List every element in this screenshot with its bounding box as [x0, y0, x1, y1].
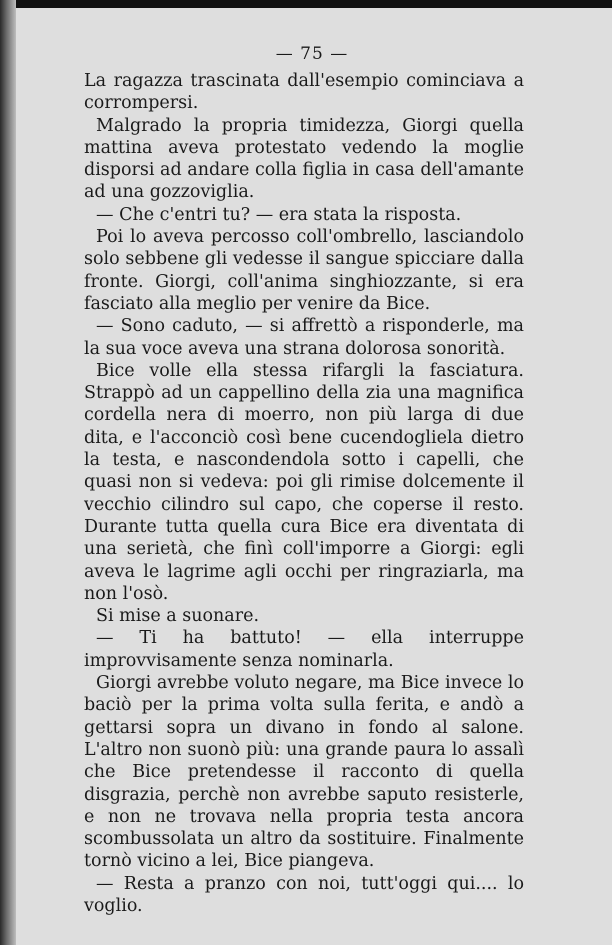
scan-binding-shadow — [0, 0, 16, 945]
paragraph: — Resta a pranzo con noi, tutt'oggi qui.... lo voglio. — [84, 873, 524, 916]
paragraph: Poi lo aveva percosso coll'ombrello, lasciandolo solo sebbene gli vedesse il sangue spicciare dalla fronte. Giorgi, coll'anima singhiozzante, si era fasciato alla meglio per venire da Bice. — [84, 227, 524, 314]
page-number: — 75 — — [275, 44, 349, 64]
paragraph: Bice volle ella stessa rifargli la fasciatura. Strappò ad un cappellino della zia una magnifica cordella nera di moerro, non più larga di due dita, e l'acconciò così bene cucendogliela dietro la testa, e nascondendola sotto i capelli, che quasi non si vedeva: poi gli rimise dolcemente il vecchio cilindro sul capo, che coperse il resto. Durante tutta quella cura Bice era diventata di una serietà, che finì coll'imporre a Giorgi: egli aveva le lagrime agli occhi per ringraziarla, ma non l'osò. — [84, 360, 524, 604]
paragraph: La ragazza trascinata dall'esempio cominciava a corrompersi. — [84, 71, 524, 114]
paragraph: — Sono caduto, — si affrettò a risponderle, ma la sua voce aveva una strana dolorosa sonorità. — [84, 316, 524, 359]
paragraph: Malgrado la propria timidezza, Giorgi quella mattina aveva protestato vedendo la moglie disporsi ad andare colla figlia in casa dell'amante ad una gozzoviglia. — [84, 115, 524, 203]
body-text — [84, 70, 524, 917]
book-page — [12, 8, 612, 945]
paragraph: Giorgi avrebbe voluto negare, ma Bice invece lo baciò per la prima volta sulla ferita, e andò a gettarsi sopra un divano in fondo al salone. L'altro non suonò più: una grande paura lo assalì che Bice pretendesse il racconto di quella disgrazia, perchè non avrebbe saputo resisterle, e non ne trovava nella propria testa ancora scombussolata un altro da sostituire. Finalmente tornò vicino a lei, Bice piangeva. — [84, 673, 524, 872]
scan-top-border — [0, 0, 612, 8]
paragraph: — Ti ha battuto! — ella interruppe improvvisamente senza nominarla. — [84, 628, 524, 671]
paragraph: Si mise a suonare. — [96, 606, 260, 627]
paragraph: — Che c'entri tu? — era stata la risposta. — [96, 204, 462, 225]
